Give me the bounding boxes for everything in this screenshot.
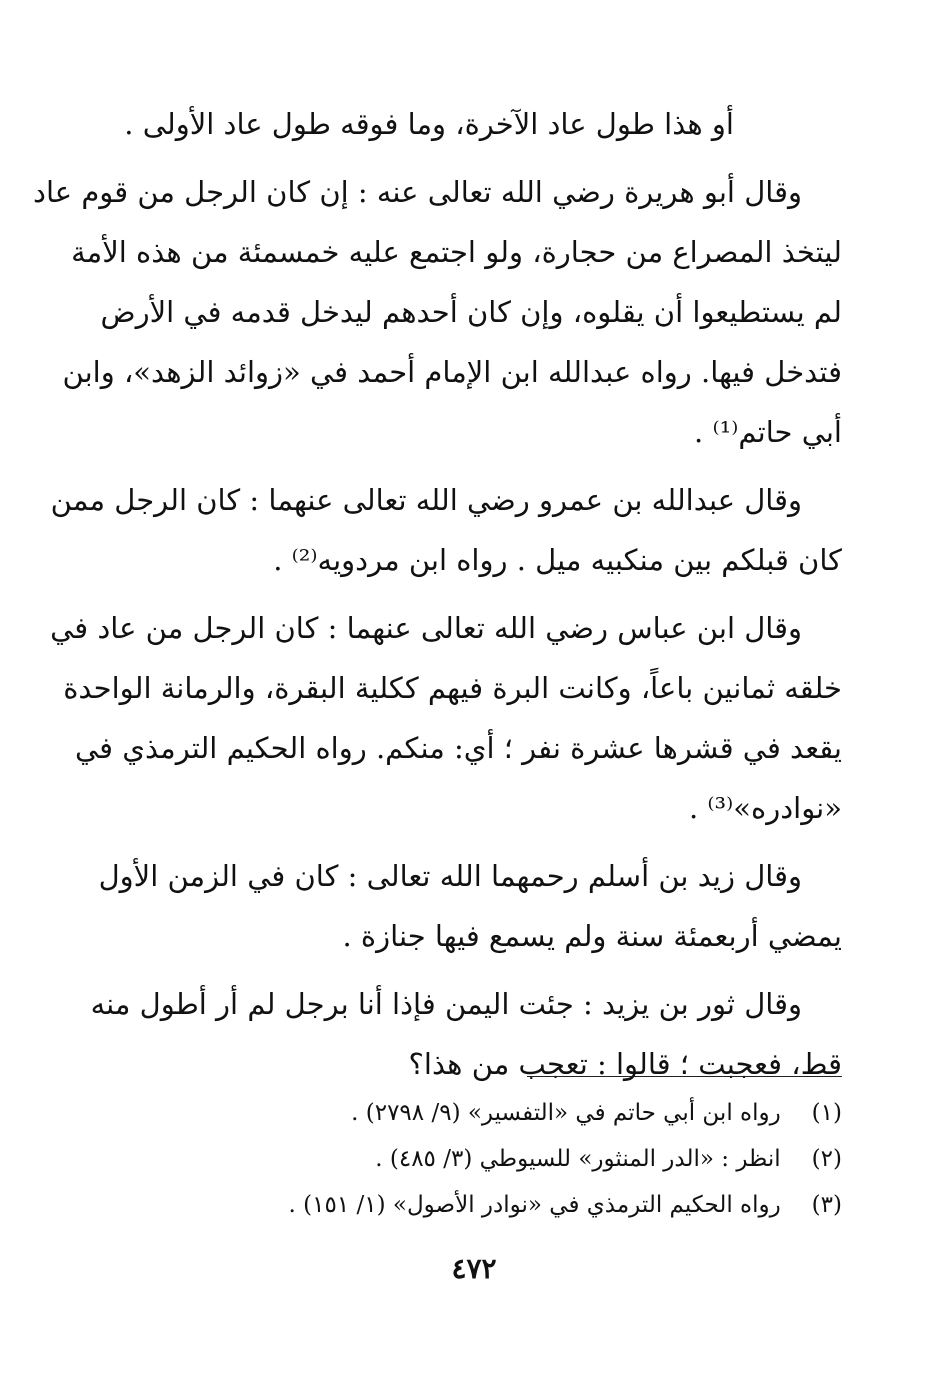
text-line: يمضي أربعمئة سنة ولم يسمع فيها جنازة . xyxy=(342,919,842,953)
text-line: وقال زيد بن أسلم رحمهما الله تعالى : كان في الزمن الأول xyxy=(98,859,802,893)
text-line: وقال أبو هريرة رضي الله تعالى عنه : إن كان الرجل من قوم عاد xyxy=(33,175,802,209)
text-line: وقال ثور بن يزيد : جئت اليمن فإذا أنا برجل لم أر أطول منه xyxy=(90,987,802,1021)
footnote-number: (٢) xyxy=(811,1146,842,1172)
text-line: وقال عبدالله بن عمرو رضي الله تعالى عنهما : كان الرجل ممن xyxy=(50,483,802,517)
footnotes xyxy=(282,1090,842,1228)
footnote xyxy=(282,1090,842,1136)
text-line: كان قبلكم بين منكبيه ميل . رواه ابن مردويه⁽²⁾ . xyxy=(273,543,842,577)
page-number: ٤٧٢ xyxy=(451,1252,497,1285)
text-line: يقعد في قشرها عشرة نفر ؛ أي: منكم. رواه الحكيم الترمذي في xyxy=(75,731,842,765)
text-line: ليتخذ المصراع من حجارة، ولو اجتمع عليه خمسمئة من هذه الأمة xyxy=(71,235,842,269)
footnote-text: رواه الحكيم الترمذي في «نوادر الأصول» (١/ ١٥١) . xyxy=(288,1192,781,1218)
footnote-text: رواه ابن أبي حاتم في «التفسير» (٩/ ٢٧٩٨) . xyxy=(351,1100,781,1126)
footnote-number: (١) xyxy=(811,1100,842,1126)
footnote-text: انظر : «الدر المنثور» للسيوطي (٣/ ٤٨٥) . xyxy=(375,1146,781,1172)
text-line: قط، فعجبت ؛ قالوا : تعجب من هذا؟ xyxy=(408,1047,842,1081)
text-line: أو هذا طول عاد الآخرة، وما فوقه طول عاد الأولى . xyxy=(124,107,734,141)
footnote xyxy=(282,1136,842,1182)
footnote-divider xyxy=(527,1076,842,1077)
main-text xyxy=(33,94,842,1094)
text-line: أبي حاتم⁽¹⁾ . xyxy=(694,415,842,449)
text-line: وقال ابن عباس رضي الله تعالى عنهما : كان الرجل من عاد في xyxy=(50,611,802,645)
text-line: خلقه ثمانين باعاً، وكانت البرة فيهم ككلية البقرة، والرمانة الواحدة xyxy=(63,671,842,705)
text-line: فتدخل فيها. رواه عبدالله ابن الإمام أحمد في «زوائد الزهد»، وابن xyxy=(62,355,842,389)
footnote xyxy=(282,1182,842,1228)
text-line: لم يستطيعوا أن يقلوه، وإن كان أحدهم ليدخل قدمه في الأرض xyxy=(100,295,842,329)
footnote-number: (٣) xyxy=(811,1192,842,1218)
text-line: «نوادره»⁽³⁾ . xyxy=(688,791,842,825)
